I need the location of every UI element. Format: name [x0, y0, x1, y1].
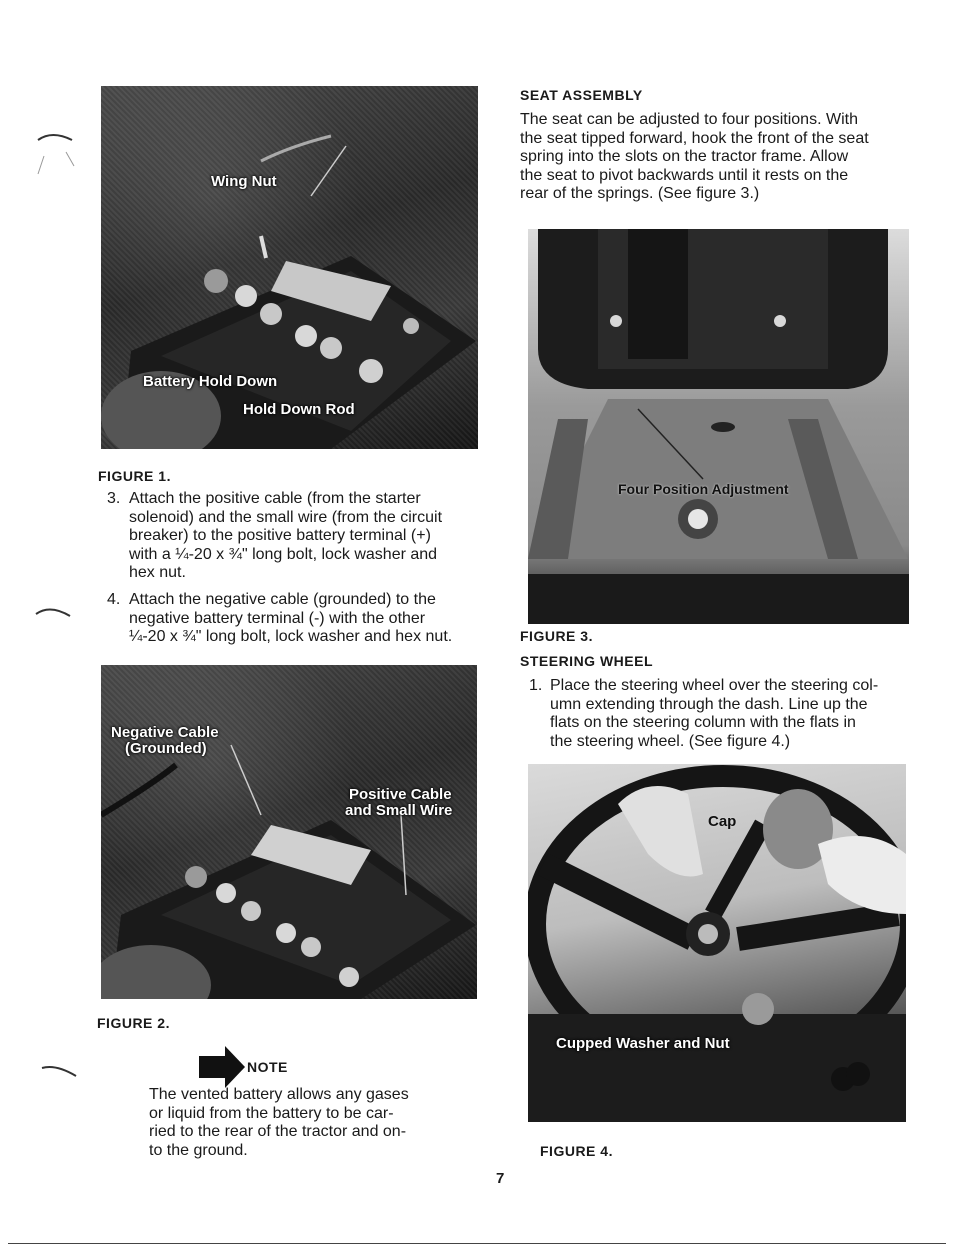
figure-2-caption: FIGURE 2. [97, 1015, 170, 1031]
text-line: The seat can be adjusted to four positions. With [520, 111, 858, 128]
small-wire-line: and Small Wire [345, 802, 453, 819]
text-line: flats on the steering column with the flats in [550, 714, 856, 731]
grounded-line: (Grounded) [125, 740, 207, 757]
text-line: the seat tipped forward, hook the front of the seat [520, 129, 869, 147]
text-line: Attach the negative cable (grounded) to the [129, 591, 436, 608]
hold-down-rod-label: Hold Down Rod [243, 401, 355, 418]
text-line: spring into the slots on the tractor frame. Allow [520, 148, 849, 165]
positive-cable-line: Positive Cable [349, 786, 452, 803]
list-number: 1. [529, 677, 543, 694]
figure-4-caption: FIGURE 4. [540, 1143, 613, 1159]
four-position-adjustment-label: Four Position Adjustment [618, 481, 789, 497]
positive-cable-label [345, 787, 452, 819]
text-line: The vented battery allows any gases [149, 1086, 409, 1103]
battery-illustration [101, 86, 478, 449]
text-line: hex nut. [129, 564, 186, 581]
figure-1-photo [101, 86, 478, 449]
seat-illustration [528, 229, 909, 624]
steering-wheel-heading: STEERING WHEEL [520, 653, 654, 669]
text-line: umn extending through the dash. Line up the [550, 695, 868, 713]
battery-cables-illustration [101, 665, 477, 999]
text-line: the seat to pivot backwards until it rests on the [520, 166, 849, 184]
text-line: Place the steering wheel over the steering col- [550, 677, 879, 694]
note-heading: NOTE [247, 1059, 288, 1075]
bottom-rule [8, 1243, 946, 1244]
scan-mark [28, 600, 78, 630]
list-item-4 [107, 591, 487, 651]
figure-4-photo [528, 764, 906, 1122]
seat-assembly-heading: SEAT ASSEMBLY [520, 87, 643, 103]
text-line: to the ground. [149, 1141, 248, 1159]
page-number: 7 [496, 1170, 505, 1187]
negative-cable-label [111, 725, 219, 757]
text-line: negative battery terminal (-) with the other [129, 609, 426, 627]
wing-nut-label: Wing Nut [211, 173, 277, 190]
figure-3-caption: FIGURE 3. [520, 628, 593, 644]
cupped-washer-label: Cupped Washer and Nut [556, 1035, 730, 1052]
figure-1-caption: FIGURE 1. [98, 468, 171, 484]
scan-mark [30, 128, 80, 178]
right-arrow-icon [199, 1046, 245, 1088]
text-line: Attach the positive cable (from the starter [129, 490, 421, 507]
text-line: solenoid) and the small wire (from the circuit [129, 508, 443, 526]
figure-2-photo [101, 665, 477, 999]
text-line: ried to the rear of the tractor and on- [149, 1123, 407, 1140]
text-line: or liquid from the battery to be car- [149, 1104, 394, 1122]
scan-mark [40, 1062, 80, 1082]
text-line: ¼-20 x ¾" long bolt, lock washer and hex nut. [129, 628, 453, 645]
list-item-3 [107, 490, 487, 585]
negative-cable-line: Negative Cable [111, 724, 219, 741]
text-line: the steering wheel. (See figure 4.) [550, 732, 791, 750]
text-line: rear of the springs. (See figure 3.) [520, 185, 760, 202]
list-item-1 [529, 677, 909, 753]
figure-3-photo [528, 229, 909, 624]
text-line: with a ¼-20 x ¾" long bolt, lock washer and [129, 545, 438, 563]
battery-hold-down-label: Battery Hold Down [143, 373, 278, 390]
list-number: 3. [107, 490, 121, 507]
text-line: breaker) to the positive battery terminal (+) [129, 527, 431, 544]
list-number: 4. [107, 591, 121, 608]
cap-label: Cap [708, 813, 737, 830]
note-text [149, 1086, 449, 1160]
seat-assembly-text [520, 111, 905, 204]
